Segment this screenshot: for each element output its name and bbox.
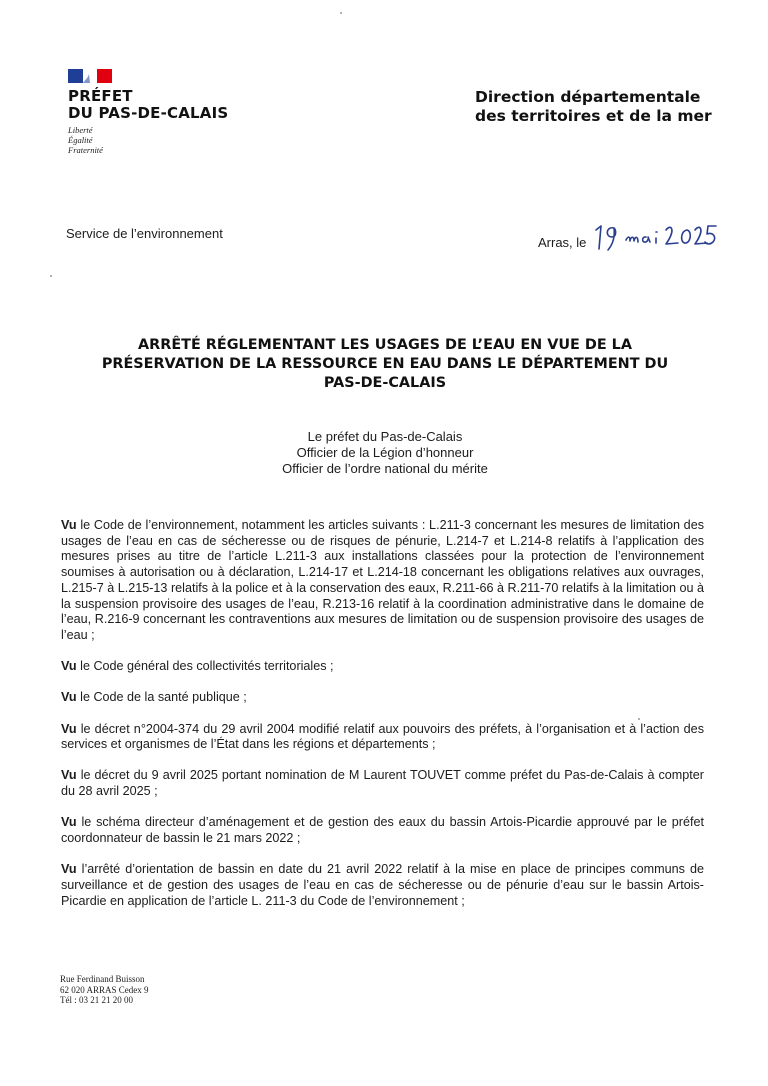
- prefet-line-1: PRÉFET: [68, 87, 133, 105]
- consideration-text: l’arrêté d’orientation de bassin en date du 21 avril 2022 relatif à la mise en place de principes communs de surveillance et de gestion des usages de l’eau en cas de sécheresse ou de pénurie d’eau sur le bassin Artois-Picardie en application de l’article L. 211-3 du Code de l’environnement ;: [61, 862, 704, 908]
- vu-label: Vu: [61, 659, 77, 674]
- consideration-text: le schéma directeur d’aménagement et de gestion des eaux du bassin Artois-Picardie approuvé par le préfet coordonnateur de bassin le 21 mars 2022 ;: [61, 815, 704, 846]
- vu-label: Vu: [61, 518, 77, 532]
- vu-label: Vu: [61, 768, 77, 783]
- consideration-paragraph: [61, 690, 704, 706]
- republic-motto: [68, 125, 103, 155]
- prefect-line-3: Officier de l’ordre national du mérite: [282, 461, 488, 476]
- consideration-paragraph: [61, 722, 704, 753]
- place-label: Arras, le: [538, 234, 587, 250]
- prefect-line-1: Le préfet du Pas-de-Calais: [307, 429, 463, 444]
- direction-line-1: Direction départementale: [475, 88, 701, 106]
- vu-label: Vu: [61, 690, 77, 705]
- motto-fraternite: Fraternité: [68, 145, 103, 155]
- motto-egalite: Égalité: [68, 135, 93, 145]
- direction-line-2: des territoires et de la mer: [475, 107, 712, 125]
- scan-speck: [50, 275, 52, 277]
- decree-title: ARRÊTÉ RÉGLEMENTANT LES USAGES DE L’EAU EN VUE DE LA PRÉSERVATION DE LA RESSOURCE EN EAU DANS LE DÉPARTEMENT DU PAS-DE-CALAIS: [101, 337, 669, 391]
- consideration-paragraph: [61, 862, 704, 909]
- prefet-title: [68, 88, 228, 122]
- vu-label: Vu: [61, 721, 77, 736]
- motto-liberte: Liberté: [68, 125, 93, 135]
- scan-speck: [340, 12, 342, 14]
- french-republic-flag-icon: [68, 69, 112, 83]
- direction-heading: [475, 88, 712, 126]
- footer-phone: Tél : 03 21 21 20 00: [60, 995, 133, 1005]
- consideration-paragraph: [61, 768, 704, 799]
- vu-label: Vu: [61, 815, 77, 830]
- footer-city: 62 020 ARRAS Cedex 9: [60, 984, 149, 995]
- consideration-paragraph: [61, 815, 704, 846]
- service-name: Service de l’environnement: [66, 226, 223, 241]
- prefect-block: [200, 429, 570, 477]
- prefect-line-2: Officier de la Légion d’honneur: [296, 445, 474, 460]
- prefet-line-2: DU PAS-DE-CALAIS: [68, 104, 229, 122]
- scan-speck: [638, 718, 640, 720]
- consideration-text: le Code de l’environnement, notamment les articles suivants : L.211-3 concernant les mesures de limitation des usages de l’eau en cas de sécheresse ou de risques de pénurie, L.214-7 et L.214-8 relatifs à l’application des mesures prises au titre de l’article L.211-3 aux installations classées pour la protection de l’environnement soumises à autorisation ou à déclaration, L.214-17 et L.214-18 concernant les obligations relatives aux ouvrages, L.215-7 à L.215-13 relatifs à la police et à la conservation des eaux, R.211-66 à R.211-70 relatifs à la limitation ou à la suspension provisoire des usages de l’eau, R.213-16 relatif à la coordination administrative dans le domaine de l’eau, R.216-9 concernant les contraventions aux mesures de limitation ou de suspension provisoire des usages de l’eau ;: [61, 518, 704, 642]
- consideration-text: le décret n°2004-374 du 29 avril 2004 modifié relatif aux pouvoirs des préfets, à l’organisation et à l’action des services et organismes de l’État dans les régions et départements ;: [61, 721, 704, 752]
- considerations: [61, 518, 704, 925]
- consideration-text: le Code général des collectivités territoriales ;: [76, 659, 334, 674]
- footer-street: Rue Ferdinand Buisson: [60, 974, 145, 984]
- consideration-text: le décret du 9 avril 2025 portant nomination de M Laurent TOUVET comme préfet du Pas-de-Calais à compter du 28 avril 2025 ;: [61, 768, 704, 799]
- consideration-paragraph: [61, 659, 704, 675]
- handwritten-date: [592, 216, 717, 256]
- consideration-paragraph: [61, 518, 704, 644]
- place-date: [538, 216, 717, 256]
- address-footer: [60, 974, 149, 1006]
- consideration-text: le Code de la santé publique ;: [76, 690, 247, 705]
- vu-label: Vu: [61, 862, 77, 877]
